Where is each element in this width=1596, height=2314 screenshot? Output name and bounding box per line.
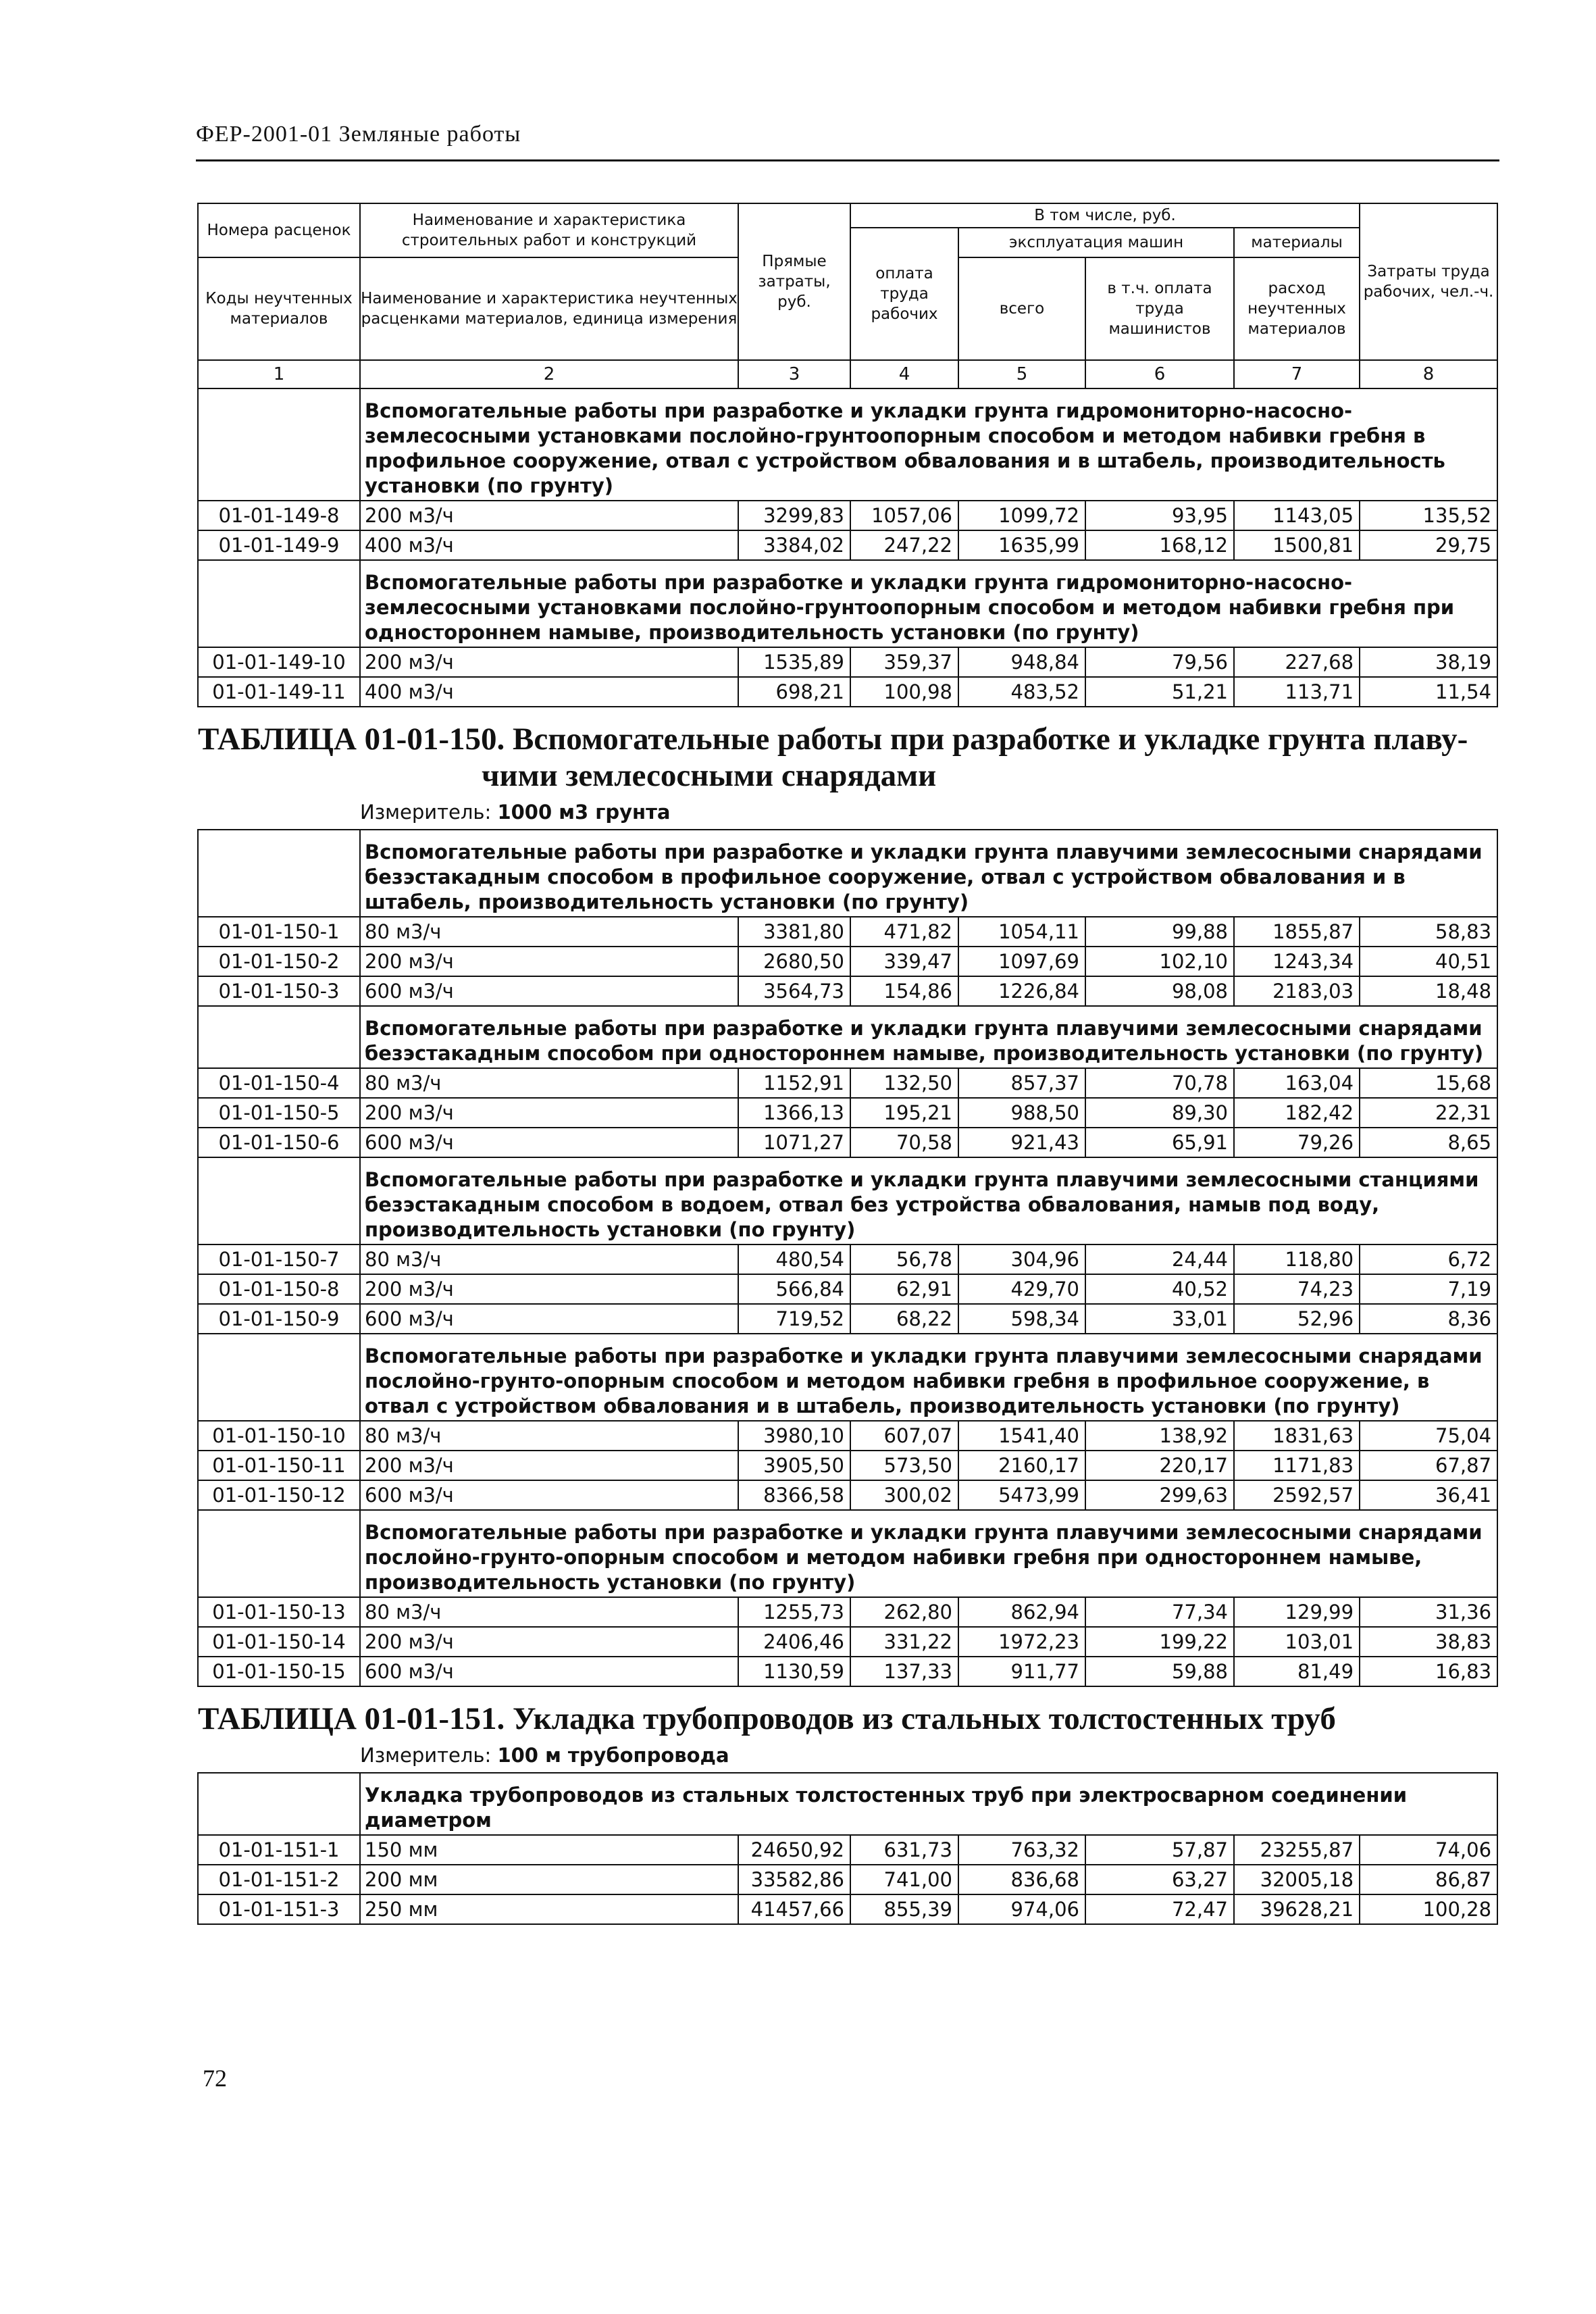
labor-pay-cell: 62,91: [850, 1274, 958, 1304]
machinists-pay-cell: 72,47: [1085, 1894, 1234, 1924]
labor-hours-cell: 38,83: [1360, 1627, 1497, 1657]
labor-pay-cell: 855,39: [850, 1894, 958, 1924]
rate-code-cell: 01-01-150-11: [198, 1451, 360, 1480]
labor-hours-cell: 11,54: [1360, 677, 1497, 707]
header-num: 8: [1360, 360, 1497, 388]
rate-code-cell: 01-01-150-4: [198, 1068, 360, 1098]
rate-code-cell: 01-01-150-2: [198, 947, 360, 976]
labor-hours-cell: 8,36: [1360, 1304, 1497, 1334]
machines-total-cell: 304,96: [958, 1244, 1085, 1274]
meter-row: [198, 798, 1497, 830]
labor-hours-cell: 36,41: [1360, 1480, 1497, 1510]
table-title-row: [198, 707, 1497, 798]
machines-total-cell: 1635,99: [958, 530, 1085, 560]
direct-costs-cell: 3384,02: [738, 530, 850, 560]
group-caption-row: [198, 830, 1497, 917]
table-row: [198, 1098, 1497, 1128]
machinists-pay-cell: 89,30: [1085, 1098, 1234, 1128]
work-name-cell: 250 мм: [360, 1894, 738, 1924]
rate-code-cell: 01-01-150-8: [198, 1274, 360, 1304]
group-caption: Вспомогательные работы при разработке и укладки грунта плавучими землесосными станциями безэстакадным способом в водоем, отвал без устройства обвалования, намыв под воду, производительность установки (по грунту): [360, 1157, 1497, 1244]
machinists-pay-cell: 33,01: [1085, 1304, 1234, 1334]
header-machines-total: всего: [958, 257, 1085, 360]
table-row: [198, 1304, 1497, 1334]
materials-spend-cell: 103,01: [1234, 1627, 1360, 1657]
work-name-cell: 600 м3/ч: [360, 1128, 738, 1157]
header-col1-top: Номера расценок: [198, 203, 360, 257]
meter-label: Измеритель:: [360, 1744, 492, 1767]
work-name-cell: 200 м3/ч: [360, 1274, 738, 1304]
group-caption: Вспомогательные работы при разработке и укладки грунта гидромониторно-насосно-землесосными установками послойно-грунтоопорным способом и методом набивки гребня при одностороннем намыве, производительность установки (по грунту): [360, 560, 1497, 647]
direct-costs-cell: 698,21: [738, 677, 850, 707]
group-caption-spacer: [198, 1334, 360, 1421]
table-row: [198, 976, 1497, 1006]
machinists-pay-cell: 40,52: [1085, 1274, 1234, 1304]
header-rule: [196, 159, 1499, 161]
machines-total-cell: 598,34: [958, 1304, 1085, 1334]
labor-hours-cell: 135,52: [1360, 501, 1497, 530]
machinists-pay-cell: 51,21: [1085, 677, 1234, 707]
group-caption-spacer: [198, 388, 360, 501]
labor-pay-cell: 100,98: [850, 677, 958, 707]
labor-hours-cell: 29,75: [1360, 530, 1497, 560]
materials-spend-cell: 1143,05: [1234, 501, 1360, 530]
materials-spend-cell: 52,96: [1234, 1304, 1360, 1334]
labor-hours-cell: 100,28: [1360, 1894, 1497, 1924]
group-caption-row: [198, 1334, 1497, 1421]
header-num: 7: [1234, 360, 1360, 388]
table-row: [198, 1068, 1497, 1098]
header-materials-spend: расход неучтенных материалов: [1234, 257, 1360, 360]
labor-hours-cell: 67,87: [1360, 1451, 1497, 1480]
labor-hours-cell: 31,36: [1360, 1597, 1497, 1627]
labor-hours-cell: 6,72: [1360, 1244, 1497, 1274]
machinists-pay-cell: 70,78: [1085, 1068, 1234, 1098]
machinists-pay-cell: 168,12: [1085, 530, 1234, 560]
group-caption: Вспомогательные работы при разработке и укладки грунта плавучими землесосными снарядами послойно-грунто-опорным способом и методом набивки гребня при одностороннем намыве, производительность установки (по грунту): [360, 1510, 1497, 1597]
meter: [360, 1741, 1497, 1773]
labor-hours-cell: 15,68: [1360, 1068, 1497, 1098]
materials-spend-cell: 2592,57: [1234, 1480, 1360, 1510]
work-name-cell: 200 м3/ч: [360, 501, 738, 530]
labor-pay-cell: 331,22: [850, 1627, 958, 1657]
materials-spend-cell: 227,68: [1234, 647, 1360, 677]
direct-costs-cell: 566,84: [738, 1274, 850, 1304]
work-name-cell: 600 м3/ч: [360, 1304, 738, 1334]
header-materials: материалы: [1234, 228, 1360, 257]
machines-total-cell: 763,32: [958, 1835, 1085, 1865]
rate-code-cell: 01-01-151-3: [198, 1894, 360, 1924]
machines-total-cell: 974,06: [958, 1894, 1085, 1924]
work-name-cell: 600 м3/ч: [360, 976, 738, 1006]
work-name-cell: 80 м3/ч: [360, 1421, 738, 1451]
table-row: [198, 1451, 1497, 1480]
header-num: 2: [360, 360, 738, 388]
rate-code-cell: 01-01-150-9: [198, 1304, 360, 1334]
materials-spend-cell: 39628,21: [1234, 1894, 1360, 1924]
work-name-cell: 200 м3/ч: [360, 647, 738, 677]
table-row: [198, 1835, 1497, 1865]
work-name-cell: 200 м3/ч: [360, 947, 738, 976]
machines-total-cell: 921,43: [958, 1128, 1085, 1157]
work-name-cell: 150 мм: [360, 1835, 738, 1865]
group-caption-row: [198, 1773, 1497, 1835]
running-head: ФЕР-2001-01 Земляные работы: [196, 122, 521, 147]
machines-total-cell: 988,50: [958, 1098, 1085, 1128]
materials-spend-cell: 2183,03: [1234, 976, 1360, 1006]
labor-pay-cell: 631,73: [850, 1835, 958, 1865]
rate-code-cell: 01-01-150-5: [198, 1098, 360, 1128]
rate-code-cell: 01-01-150-12: [198, 1480, 360, 1510]
work-name-cell: 600 м3/ч: [360, 1657, 738, 1686]
group-caption: Вспомогательные работы при разработке и укладки грунта плавучими землесосными снарядами безэстакадным способом в профильное сооружение, отвал с устройством обвалования и в штабель, производительность установки (по грунту): [360, 830, 1497, 917]
labor-pay-cell: 471,82: [850, 917, 958, 947]
machines-total-cell: 948,84: [958, 647, 1085, 677]
labor-pay-cell: 741,00: [850, 1865, 958, 1894]
table-title: [198, 707, 1497, 798]
materials-spend-cell: 163,04: [1234, 1068, 1360, 1098]
machinists-pay-cell: 57,87: [1085, 1835, 1234, 1865]
direct-costs-cell: 719,52: [738, 1304, 850, 1334]
header-col1-bottom: Коды неучтенных материалов: [198, 257, 360, 360]
header-num: 4: [850, 360, 958, 388]
table-row: [198, 1627, 1497, 1657]
machinists-pay-cell: 99,88: [1085, 917, 1234, 947]
rate-code-cell: 01-01-150-7: [198, 1244, 360, 1274]
rate-code-cell: 01-01-149-10: [198, 647, 360, 677]
direct-costs-cell: 1535,89: [738, 647, 850, 677]
table-row: [198, 1421, 1497, 1451]
meter-spacer: [198, 1741, 360, 1773]
table-title-continuation: чими землесосными снарядами: [482, 758, 937, 793]
machinists-pay-cell: 199,22: [1085, 1627, 1234, 1657]
group-caption-spacer: [198, 1510, 360, 1597]
materials-spend-cell: 81,49: [1234, 1657, 1360, 1686]
labor-hours-cell: 18,48: [1360, 976, 1497, 1006]
rate-code-cell: 01-01-150-14: [198, 1627, 360, 1657]
labor-pay-cell: 154,86: [850, 976, 958, 1006]
materials-spend-cell: 1243,34: [1234, 947, 1360, 976]
rate-code-cell: 01-01-151-2: [198, 1865, 360, 1894]
meter-value: 100 м трубопровода: [497, 1744, 729, 1767]
group-caption-row: [198, 1157, 1497, 1244]
materials-spend-cell: 79,26: [1234, 1128, 1360, 1157]
table-row: [198, 530, 1497, 560]
labor-pay-cell: 132,50: [850, 1068, 958, 1098]
direct-costs-cell: 3299,83: [738, 501, 850, 530]
header-machines: эксплуатация машин: [958, 228, 1234, 257]
header-labor-cost: Затраты труда рабочих, чел.-ч.: [1360, 203, 1497, 360]
machinists-pay-cell: 220,17: [1085, 1451, 1234, 1480]
labor-pay-cell: 1057,06: [850, 501, 958, 530]
header-direct-costs: Прямые затраты, руб.: [738, 203, 850, 360]
labor-hours-cell: 86,87: [1360, 1865, 1497, 1894]
header-num: 6: [1085, 360, 1234, 388]
machines-total-cell: 1972,23: [958, 1627, 1085, 1657]
group-caption-spacer: [198, 560, 360, 647]
table-row: [198, 1865, 1497, 1894]
materials-spend-cell: 32005,18: [1234, 1865, 1360, 1894]
direct-costs-cell: 1366,13: [738, 1098, 850, 1128]
machines-total-cell: 836,68: [958, 1865, 1085, 1894]
page-number: 72: [203, 2065, 227, 2092]
materials-spend-cell: 129,99: [1234, 1597, 1360, 1627]
work-name-cell: 200 м3/ч: [360, 1627, 738, 1657]
labor-hours-cell: 40,51: [1360, 947, 1497, 976]
materials-spend-cell: 1831,63: [1234, 1421, 1360, 1451]
group-caption: Вспомогательные работы при разработке и укладки грунта плавучими землесосными снарядами послойно-грунто-опорным способом и методом набивки гребня в профильное сооружение, в отвал с устройством обвалования и в штабель, производительность установки (по грунту): [360, 1334, 1497, 1421]
work-name-cell: 600 м3/ч: [360, 1480, 738, 1510]
group-caption-spacer: [198, 1157, 360, 1244]
machines-total-cell: 1054,11: [958, 917, 1085, 947]
header-num: 1: [198, 360, 360, 388]
machinists-pay-cell: 299,63: [1085, 1480, 1234, 1510]
machinists-pay-cell: 65,91: [1085, 1128, 1234, 1157]
machinists-pay-cell: 59,88: [1085, 1657, 1234, 1686]
table-row: [198, 647, 1497, 677]
machines-total-cell: 1226,84: [958, 976, 1085, 1006]
labor-pay-cell: 607,07: [850, 1421, 958, 1451]
group-caption-row: [198, 1510, 1497, 1597]
materials-spend-cell: 1855,87: [1234, 917, 1360, 947]
header-machinists-pay: в т.ч. оплата труда машинистов: [1085, 257, 1234, 360]
work-name-cell: 200 м3/ч: [360, 1451, 738, 1480]
direct-costs-cell: 1255,73: [738, 1597, 850, 1627]
group-caption: Укладка трубопроводов из стальных толстостенных труб при электросварном соединении диаметром: [360, 1773, 1497, 1835]
labor-hours-cell: 16,83: [1360, 1657, 1497, 1686]
machines-total-cell: 857,37: [958, 1068, 1085, 1098]
group-caption-row: [198, 560, 1497, 647]
labor-hours-cell: 8,65: [1360, 1128, 1497, 1157]
header-num: 5: [958, 360, 1085, 388]
group-caption-row: [198, 1006, 1497, 1068]
rate-code-cell: 01-01-149-9: [198, 530, 360, 560]
machines-total-cell: 429,70: [958, 1274, 1085, 1304]
machines-total-cell: 1099,72: [958, 501, 1085, 530]
materials-spend-cell: 118,80: [1234, 1244, 1360, 1274]
machinists-pay-cell: 79,56: [1085, 647, 1234, 677]
table-row: [198, 677, 1497, 707]
materials-spend-cell: 182,42: [1234, 1098, 1360, 1128]
labor-pay-cell: 137,33: [850, 1657, 958, 1686]
labor-hours-cell: 22,31: [1360, 1098, 1497, 1128]
labor-pay-cell: 195,21: [850, 1098, 958, 1128]
meter: [360, 798, 1497, 830]
machinists-pay-cell: 77,34: [1085, 1597, 1234, 1627]
direct-costs-cell: 480,54: [738, 1244, 850, 1274]
table-title: [198, 1686, 1497, 1741]
direct-costs-cell: 24650,92: [738, 1835, 850, 1865]
labor-pay-cell: 70,58: [850, 1128, 958, 1157]
direct-costs-cell: 33582,86: [738, 1865, 850, 1894]
rates-table: [197, 203, 1498, 1925]
rate-code-cell: 01-01-150-10: [198, 1421, 360, 1451]
table-row: [198, 501, 1497, 530]
work-name-cell: 80 м3/ч: [360, 1244, 738, 1274]
table-row: [198, 1128, 1497, 1157]
labor-pay-cell: 262,80: [850, 1597, 958, 1627]
work-name-cell: 200 м3/ч: [360, 1098, 738, 1128]
table-title-text: ТАБЛИЦА 01-01-151. Укладка трубопроводов из стальных толстостенных труб: [198, 1701, 1336, 1736]
direct-costs-cell: 3564,73: [738, 976, 850, 1006]
rate-code-cell: 01-01-150-13: [198, 1597, 360, 1627]
labor-hours-cell: 74,06: [1360, 1835, 1497, 1865]
direct-costs-cell: 1071,27: [738, 1128, 850, 1157]
machinists-pay-cell: 24,44: [1085, 1244, 1234, 1274]
machines-total-cell: 1541,40: [958, 1421, 1085, 1451]
direct-costs-cell: 1152,91: [738, 1068, 850, 1098]
labor-pay-cell: 359,37: [850, 647, 958, 677]
table-title-text: ТАБЛИЦА 01-01-150. Вспомогательные работы при разработке и укладке грунта плаву-: [198, 722, 1468, 757]
labor-pay-cell: 68,22: [850, 1304, 958, 1334]
work-name-cell: 80 м3/ч: [360, 1068, 738, 1098]
labor-pay-cell: 339,47: [850, 947, 958, 976]
materials-spend-cell: 74,23: [1234, 1274, 1360, 1304]
labor-hours-cell: 7,19: [1360, 1274, 1497, 1304]
rate-code-cell: 01-01-150-1: [198, 917, 360, 947]
header-labor-pay: оплата труда рабочих: [850, 228, 958, 360]
table-row: [198, 1894, 1497, 1924]
direct-costs-cell: 2406,46: [738, 1627, 850, 1657]
machinists-pay-cell: 63,27: [1085, 1865, 1234, 1894]
machinists-pay-cell: 93,95: [1085, 501, 1234, 530]
group-caption: Вспомогательные работы при разработке и укладки грунта плавучими землесосными снарядами безэстакадным способом при одностороннем намыве, производительность установки (по грунту): [360, 1006, 1497, 1068]
group-caption-row: [198, 388, 1497, 501]
rate-code-cell: 01-01-150-3: [198, 976, 360, 1006]
rate-code-cell: 01-01-150-6: [198, 1128, 360, 1157]
labor-pay-cell: 247,22: [850, 530, 958, 560]
materials-spend-cell: 1171,83: [1234, 1451, 1360, 1480]
group-caption: Вспомогательные работы при разработке и укладки грунта гидромониторно-насосно-землесосными установками послойно-грунтоопорным способом и методом набивки гребня в профильное сооружение, отвал с устройством обвалования и в штабель, производительность установки (по грунту): [360, 388, 1497, 501]
materials-spend-cell: 113,71: [1234, 677, 1360, 707]
machines-total-cell: 2160,17: [958, 1451, 1085, 1480]
group-caption-spacer: [198, 1773, 360, 1835]
materials-spend-cell: 23255,87: [1234, 1835, 1360, 1865]
work-name-cell: 400 м3/ч: [360, 677, 738, 707]
machines-total-cell: 911,77: [958, 1657, 1085, 1686]
labor-pay-cell: 573,50: [850, 1451, 958, 1480]
direct-costs-cell: 41457,66: [738, 1894, 850, 1924]
rate-code-cell: 01-01-150-15: [198, 1657, 360, 1686]
header-num: 3: [738, 360, 850, 388]
labor-hours-cell: 38,19: [1360, 647, 1497, 677]
meter-value: 1000 м3 грунта: [497, 801, 671, 824]
header-col2-top: Наименование и характеристика строительных работ и конструкций: [360, 203, 738, 257]
meter-label: Измеритель:: [360, 801, 492, 824]
direct-costs-cell: 8366,58: [738, 1480, 850, 1510]
table-row: [198, 1657, 1497, 1686]
table-row: [198, 917, 1497, 947]
work-name-cell: 80 м3/ч: [360, 917, 738, 947]
labor-pay-cell: 300,02: [850, 1480, 958, 1510]
table-row: [198, 1244, 1497, 1274]
machinists-pay-cell: 138,92: [1085, 1421, 1234, 1451]
rate-code-cell: 01-01-151-1: [198, 1835, 360, 1865]
rate-code-cell: 01-01-149-11: [198, 677, 360, 707]
meter-row: [198, 1741, 1497, 1773]
machines-total-cell: 1097,69: [958, 947, 1085, 976]
meter-spacer: [198, 798, 360, 830]
group-caption-spacer: [198, 830, 360, 917]
machines-total-cell: 862,94: [958, 1597, 1085, 1627]
direct-costs-cell: 3905,50: [738, 1451, 850, 1480]
table-row: [198, 1597, 1497, 1627]
machines-total-cell: 5473,99: [958, 1480, 1085, 1510]
labor-hours-cell: 75,04: [1360, 1421, 1497, 1451]
materials-spend-cell: 1500,81: [1234, 530, 1360, 560]
machinists-pay-cell: 102,10: [1085, 947, 1234, 976]
work-name-cell: 400 м3/ч: [360, 530, 738, 560]
labor-pay-cell: 56,78: [850, 1244, 958, 1274]
header-col2-bottom: Наименование и характеристика неучтенных расценками материалов, единица измерения: [360, 257, 738, 360]
direct-costs-cell: 3980,10: [738, 1421, 850, 1451]
work-name-cell: 80 м3/ч: [360, 1597, 738, 1627]
table-row: [198, 947, 1497, 976]
direct-costs-cell: 1130,59: [738, 1657, 850, 1686]
direct-costs-cell: 3381,80: [738, 917, 850, 947]
table-row: [198, 1274, 1497, 1304]
table-row: [198, 1480, 1497, 1510]
header-including: В том числе, руб.: [850, 203, 1360, 228]
work-name-cell: 200 мм: [360, 1865, 738, 1894]
direct-costs-cell: 2680,50: [738, 947, 850, 976]
machinists-pay-cell: 98,08: [1085, 976, 1234, 1006]
group-caption-spacer: [198, 1006, 360, 1068]
rate-code-cell: 01-01-149-8: [198, 501, 360, 530]
table-title-row: [198, 1686, 1497, 1741]
labor-hours-cell: 58,83: [1360, 917, 1497, 947]
machines-total-cell: 483,52: [958, 677, 1085, 707]
